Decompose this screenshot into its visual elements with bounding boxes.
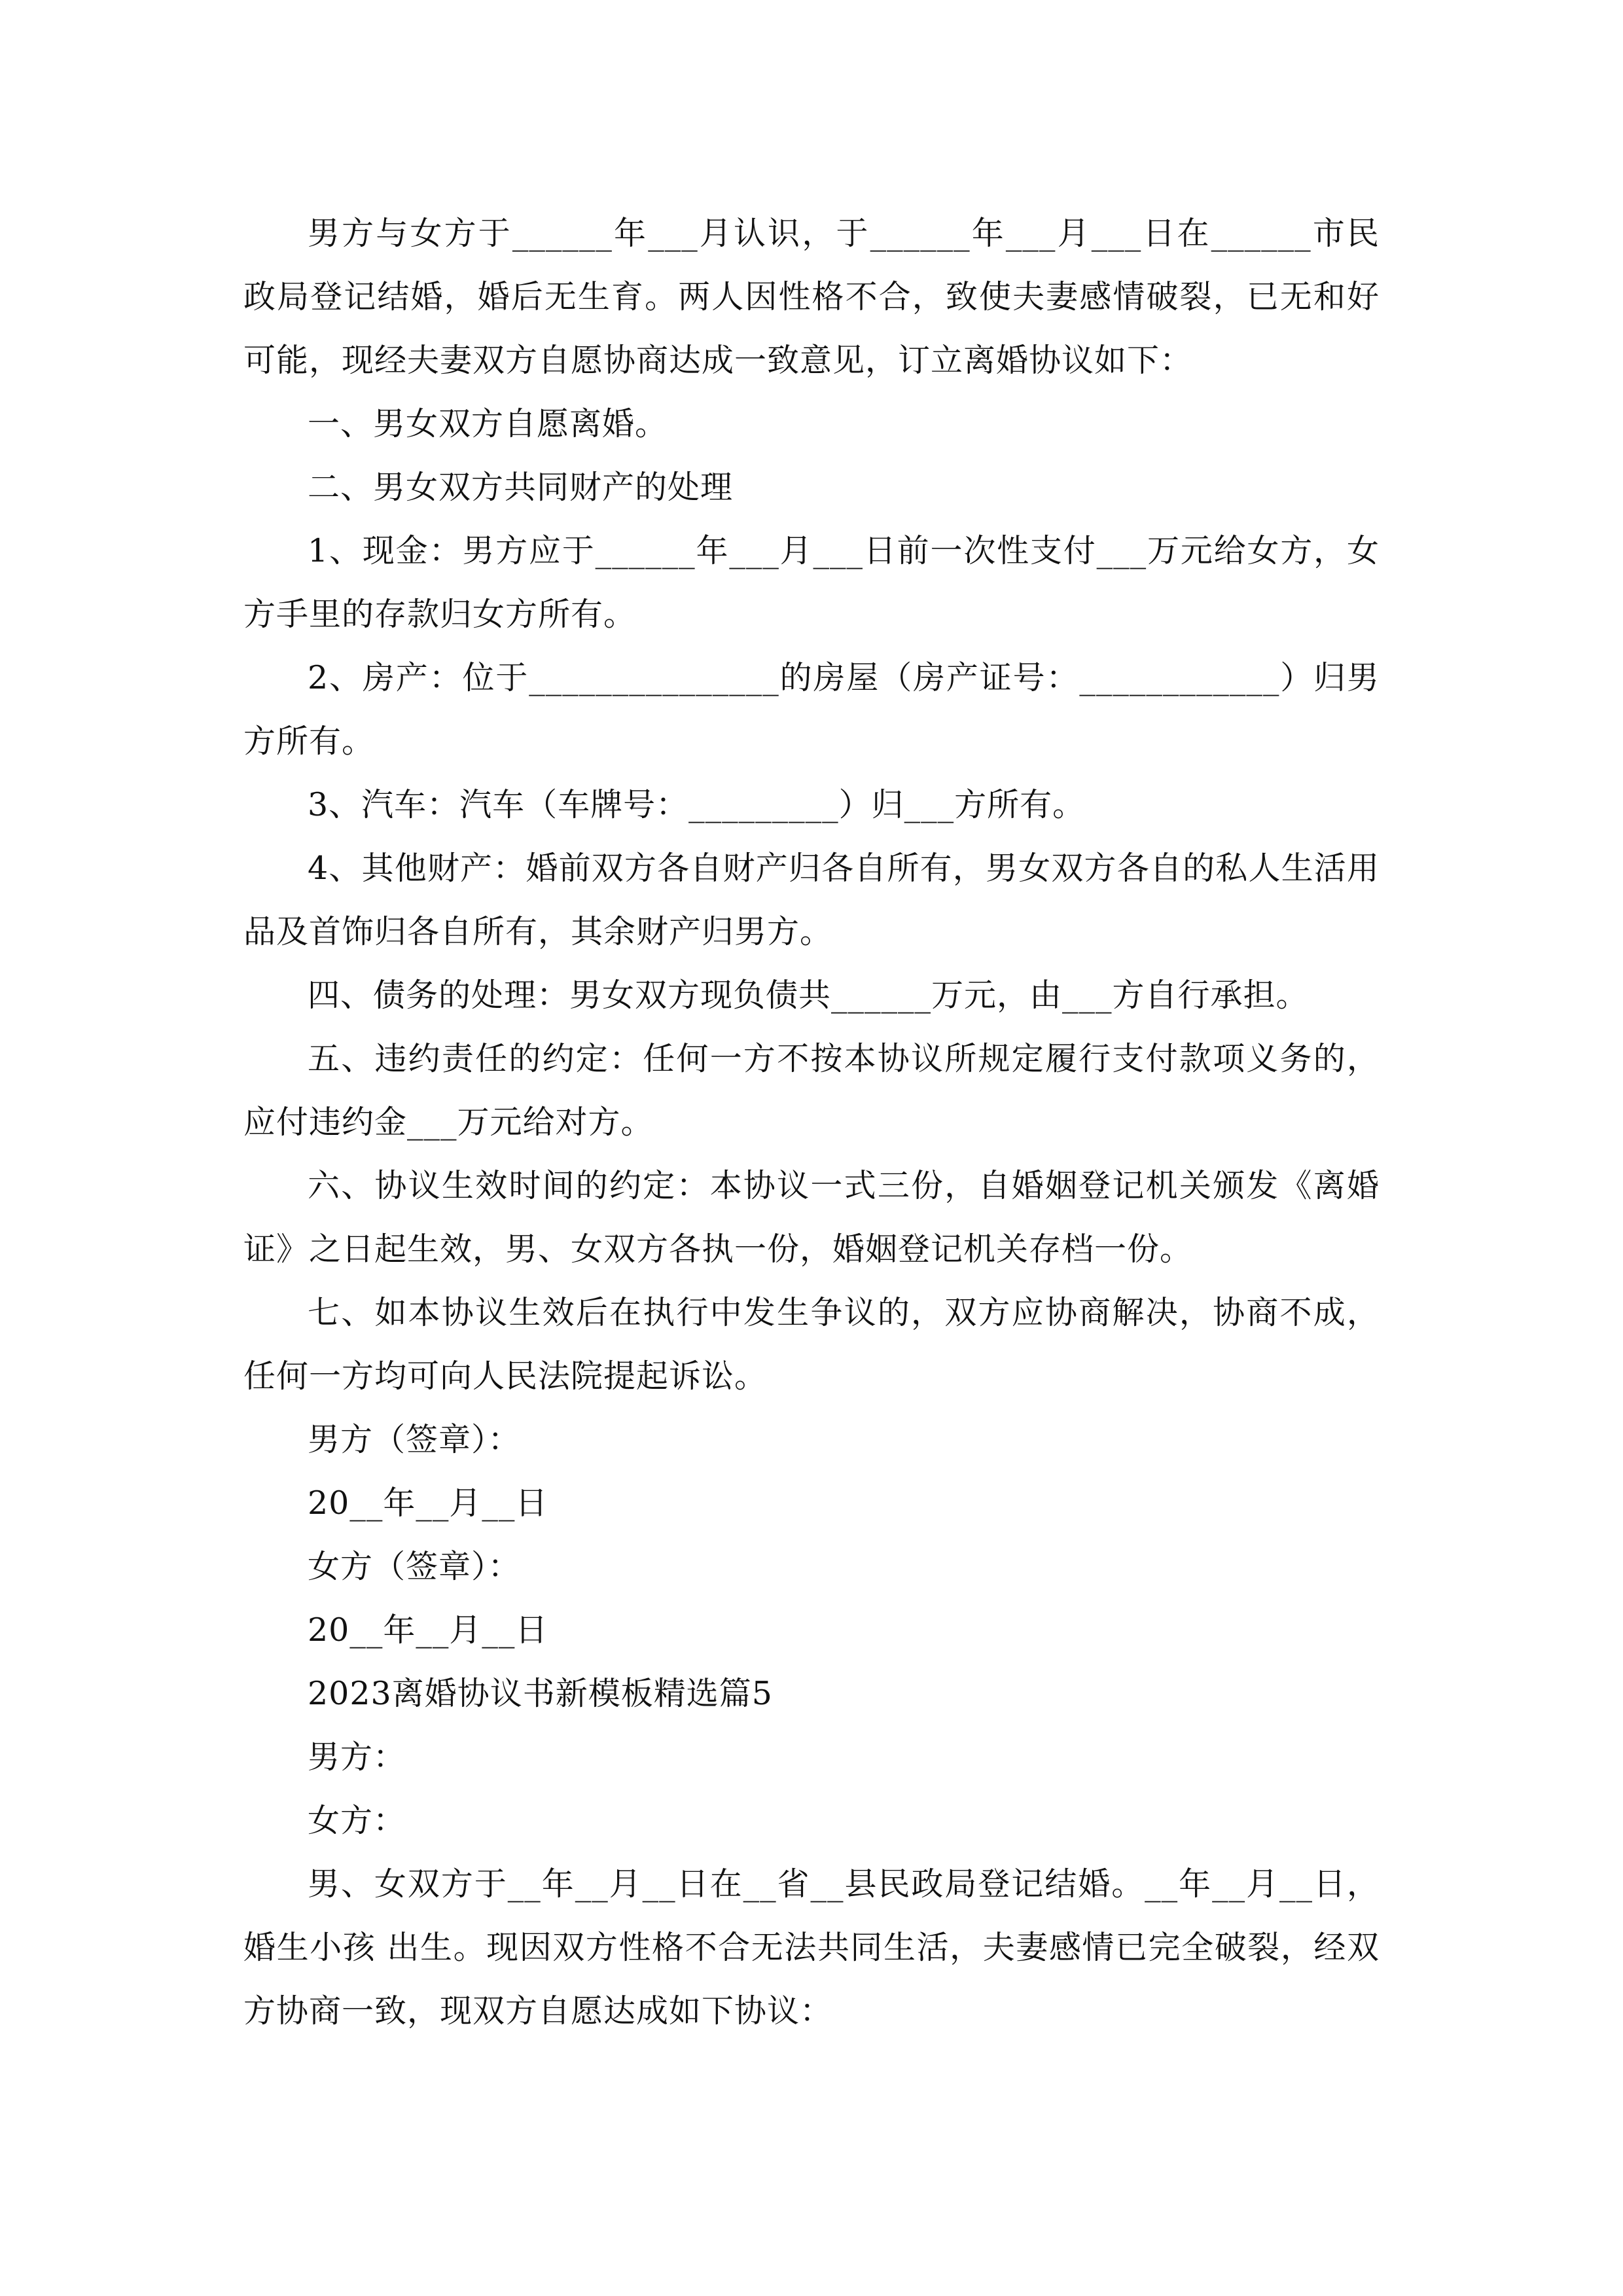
male-signature-date: 20__年__月__日 <box>308 1484 548 1522</box>
clause-7-dispute: 七、如本协议生效后在执行中发生争议的，双方应协商解决，协商不成，任何一方均可向人民法院提起诉讼。 <box>243 1294 1380 1395</box>
clause-1-divorce: 一、男女双方自愿离婚。 <box>308 405 668 442</box>
female-party-label: 女方： <box>308 1802 406 1839</box>
clause-2-property-heading: 二、男女双方共同财产的处理 <box>308 469 734 506</box>
clause-4-debt: 四、债务的处理：男女双方现负债共______万元，由___方自行承担。 <box>308 977 1309 1014</box>
paragraph-intro: 男方与女方于______年___月认识，于______年___月___日在______市民政局登记结婚，婚后无生育。两人因性格不合，致使夫妻感情破裂，已无和好可能，现经夫妻双方自愿协商达成一致意见，订立离婚协议如下： <box>243 215 1380 379</box>
paragraph-marriage-info: 男、女双方于__年__月__日在__省__县民政局登记结婚。__年__月__日，婚生小孩 出生。现因双方性格不合无法共同生活，夫妻感情已完全破裂，经双方协商一致，现双方自愿达成如下协议： <box>243 1865 1380 2030</box>
female-signature-label: 女方（签章）： <box>308 1548 521 1585</box>
clause-other-property: 4、其他财产：婚前双方各自财产归各自所有，男女双方各自的私人生活用品及首饰归各自所有，其余财产归男方。 <box>243 850 1380 950</box>
clause-car: 3、汽车：汽车（车牌号：_________）归___方所有。 <box>308 786 1086 823</box>
clause-5-breach: 五、违约责任的约定：任何一方不按本协议所规定履行支付款项义务的，应付违约金___万元给对方。 <box>243 1040 1380 1141</box>
clause-6-effective: 六、协议生效时间的约定：本协议一式三份，自婚姻登记机关颁发《离婚证》之日起生效，男、女双方各执一份，婚姻登记机关存档一份。 <box>243 1167 1380 1268</box>
clause-cash: 1、现金：男方应于______年___月___日前一次性支付___万元给女方，女方手里的存款归女方所有。 <box>243 532 1380 633</box>
section-title: 2023离婚协议书新模板精选篇5 <box>308 1675 773 1712</box>
document-body <box>243 202 1380 2043</box>
clause-house: 2、房产：位于_______________的房屋（房产证号：____________）归男方所有。 <box>243 659 1380 760</box>
male-party-label: 男方： <box>308 1738 406 1776</box>
female-signature-date: 20__年__月__日 <box>308 1611 548 1649</box>
male-signature-label: 男方（签章）： <box>308 1421 521 1458</box>
